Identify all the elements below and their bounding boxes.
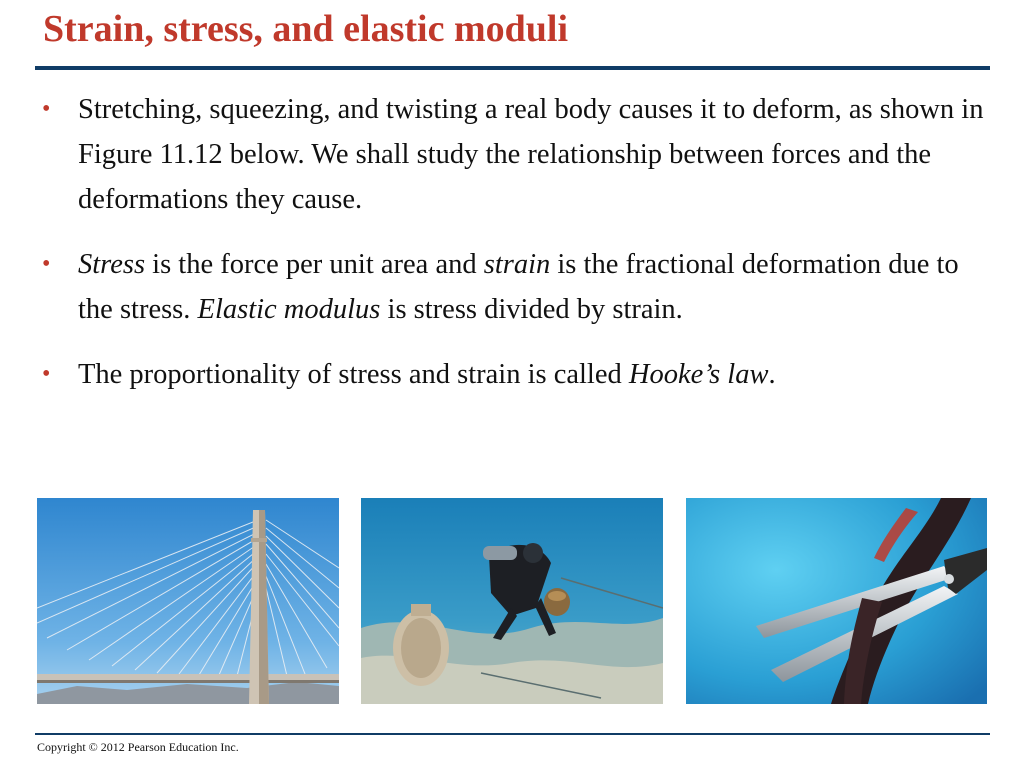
bullet-item — [40, 242, 1000, 332]
bullet-list — [40, 87, 1000, 417]
bullet-text-run: is the force per unit area and — [145, 249, 484, 280]
copyright-notice: Copyright © 2012 Pearson Education Inc. — [37, 740, 239, 754]
bullet-text — [78, 249, 959, 325]
bullet-text-run: The proportionality of stress and strain is called — [78, 359, 629, 390]
emphasized-term: strain — [483, 249, 551, 280]
title-divider — [35, 66, 990, 70]
bullet-item — [40, 352, 1000, 397]
bullet-dot: • — [42, 96, 51, 122]
bullet-text-run: is stress divided by strain. — [380, 294, 683, 325]
bullet-dot: • — [42, 251, 51, 277]
footer-divider — [35, 733, 990, 735]
bullet-text-run: is the fractional deformation due to the stress. — [78, 249, 959, 325]
bullet-text-run: . — [768, 359, 776, 390]
bullet-item — [40, 87, 1000, 222]
bridge-photo — [37, 498, 339, 704]
bullet-text-run: Stretching, squeezing, and twisting a real body causes it to deform, as shown in Figure 11.12 below. We shall study the relationship between forces and the deformations they cause. — [78, 94, 984, 215]
slide-title: Strain, stress, and elastic moduli — [43, 8, 569, 50]
emphasized-term: Elastic modulus — [197, 294, 381, 325]
diver-photo — [361, 498, 663, 704]
emphasized-term: Hooke’s law — [628, 359, 769, 390]
bullet-text — [78, 359, 776, 390]
emphasized-term: Stress — [78, 249, 146, 280]
scissors-photo — [686, 498, 987, 704]
bullet-text — [78, 94, 983, 215]
bullet-dot: • — [42, 361, 51, 387]
